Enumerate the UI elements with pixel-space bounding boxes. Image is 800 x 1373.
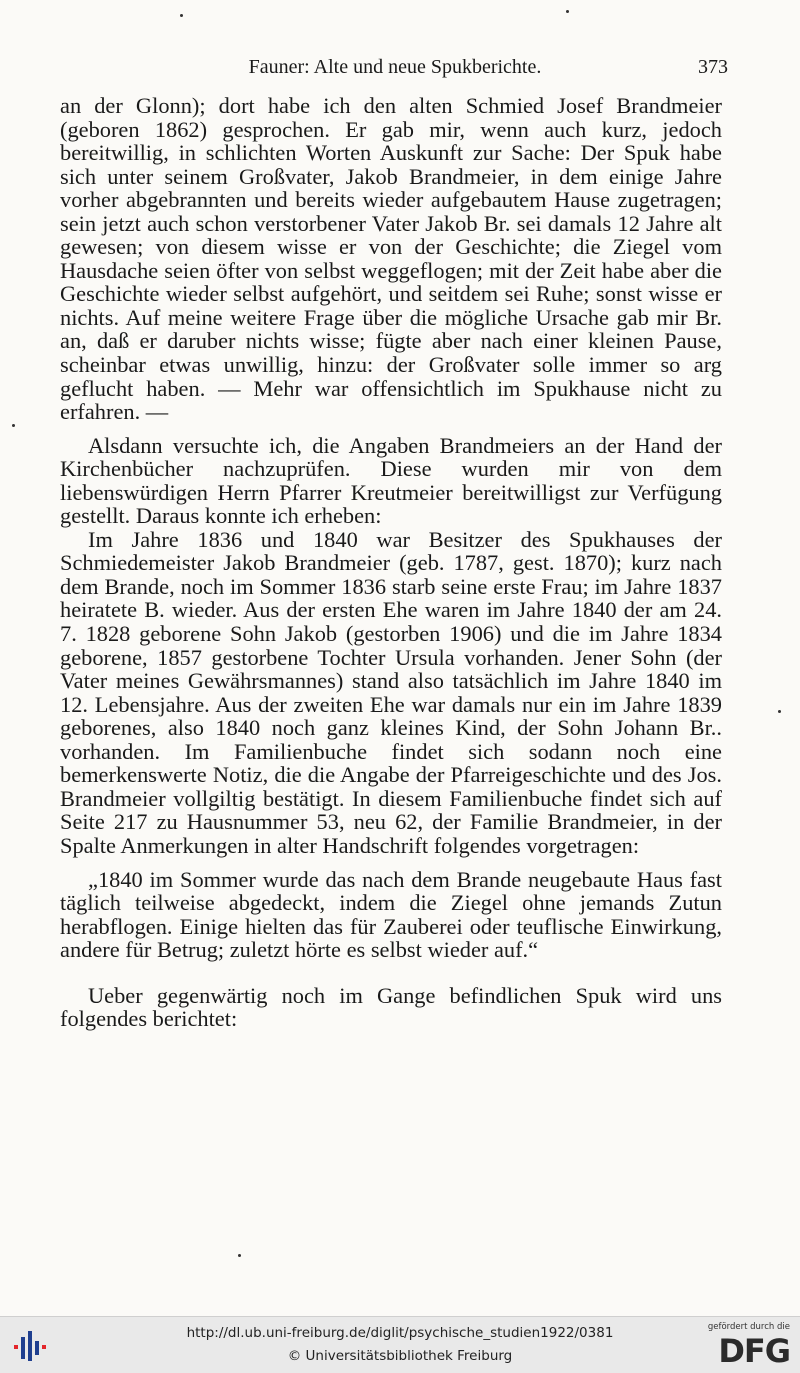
paragraph-quotation: „1840 im Sommer wurde das nach dem Brande neugebaute Haus fast täglich teilweise abgedeckt, indem die Ziegel ohne jemands Zutun herabflogen. Einige hielten das für Zauberei oder teuflische Einwirkung, andere für Betrug; zuletzt hörte es selbst wieder auf.“	[60, 866, 722, 963]
scan-speck	[238, 1254, 241, 1257]
copyright-notice: © Universitätsbibliothek Freiburg	[287, 1348, 513, 1364]
body-text	[60, 94, 722, 1031]
paragraph-current-haunting: Ueber gegenwärtig noch im Gange befindlichen Spuk wird uns folgendes berichtet:	[60, 982, 722, 1032]
viewer-footer	[0, 1316, 800, 1373]
page-header	[60, 54, 730, 84]
running-title: Fauner: Alte und neue Spukberichte.	[248, 56, 542, 78]
dfg-wordmark: DFG	[718, 1332, 790, 1370]
dfg-caption: gefördert durch die	[707, 1322, 790, 1332]
permalink-url[interactable]: http://dl.ub.uni-freiburg.de/diglit/psychische_studien1922/0381	[186, 1325, 614, 1341]
paragraph-household: Im Jahre 1836 und 1840 war Besitzer des Spukhauses der Schmiedemeister Jakob Brandmeier (geb. 1787, gest. 1870); kurz nach dem Brande, noch im Sommer 1836 starb seine erste Frau; im Jahre 1837 heiratete B. wieder. Aus der ersten Ehe waren im Jahre 1840 der am 24. 7. 1828 geborene Sohn Jakob (gestorben 1906) und die im Jahre 1834 geborene, 1857 gestorbene Tochter Ursula vorhanden. Jener Sohn (der Vater meines Gewährsmannes) stand also tatsächlich im Jahre 1840 im 12. Lebensjahre. Aus der zweiten Ehe war damals nur ein im Jahre 1839 geborenes, also 1840 noch ganz kleines Kind, der Sohn Johann Br.. vorhanden. Im Familienbuche findet sich sodann noch eine bemerkenswerte Notiz, die die Angabe der Pfarreigeschichte und des Jos. Brandmeier vollgiltig bestätigt. In diesem Familienbuche findet sich auf Seite 217 zu Hausnummer 53, neu 62, der Familie Brandmeier, in der Spalte Anmerkungen in alter Handschrift folgendes vorgetragen:	[60, 526, 722, 858]
page-number: 373	[698, 56, 728, 78]
dfg-logo	[702, 1322, 790, 1368]
paragraph-continuation: an der Glonn); dort habe ich den alten Schmied Josef Brandmeier (geboren 1862) gesprochen. Er gab mir, wenn auch kurz, jedoch bereitwillig, in schlichten Worten Auskunft zur Sache: Der Spuk habe sich unter seinem Großvater, Jakob Brandmeier, in dem einige Jahre vorher abgebrannten und bereits wieder aufgebautem Hause zugetragen; sein jetzt auch schon verstorbener Vater Jakob Br. sei damals 12 Jahre alt gewesen; von diesem wisse er von der Geschichte; die Ziegel vom Hausdache seien öfter von selbst weggeflogen; mit der Zeit habe aber die Geschichte wieder selbst aufgehört, und seitdem sei Ruhe; sonst wisse er nichts. Auf meine weitere Frage über die mögliche Ursache gab mir Br. an, daß er daruber nichts wisse; fügte aber nach einer kleinen Pause, scheinbar etwas unwillig, hinzu: der Großvater solle immer so arg geflucht haben. — Mehr war offensichtlich im Spukhause nicht zu erfahren. —	[60, 93, 722, 425]
scan-speck	[180, 14, 183, 17]
paragraph-church-records: Alsdann versuchte ich, die Angaben Brandmeiers an der Hand der Kirchenbücher nachzuprüfen. Diese wurden mir von dem liebenswürdigen Herrn Pfarrer Kreutmeier bereitwilligst zur Verfügung gestellt. Daraus konnte ich erheben:	[60, 432, 722, 529]
scan-speck	[566, 10, 569, 13]
scan-speck	[778, 710, 781, 713]
scan-speck	[12, 424, 15, 427]
